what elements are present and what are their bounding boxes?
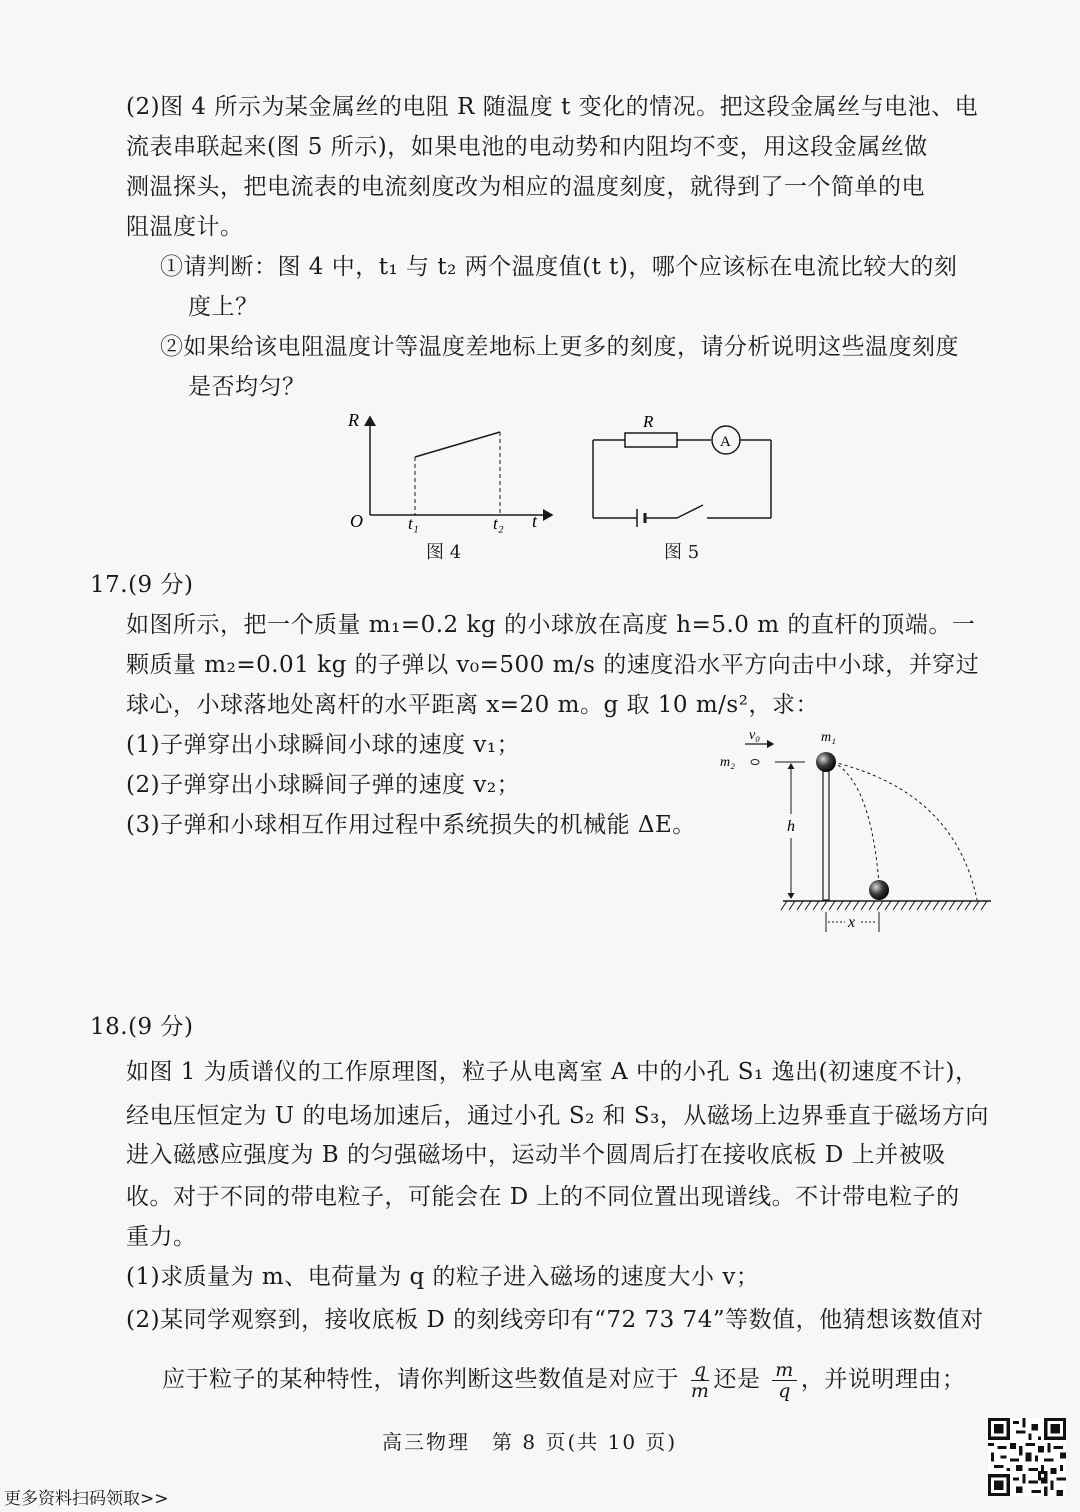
figure-5-circuit <box>585 405 785 530</box>
q16-line: 阻温度计。 <box>126 214 244 240</box>
q16-line: ②如果给该电阻温度计等温度差地标上更多的刻度，请分析说明这些温度刻度 <box>160 334 959 360</box>
qr-code-icon[interactable] <box>988 1418 1066 1496</box>
frac2-num: m <box>772 1360 797 1381</box>
q17-line: (3)子弹和小球相互作用过程中系统损失的机械能 ΔE。 <box>126 812 696 838</box>
q18-last-line <box>162 1360 965 1401</box>
q16-line: 流表串联起来(图 5 所示)，如果电池的电动势和内阻均不变，用这段金属丝做 <box>126 134 928 160</box>
frac1-num: q <box>691 1360 710 1381</box>
q16-line: 测温探头，把电流表的电流刻度改为相应的温度刻度，就得到了一个简单的电 <box>126 174 925 200</box>
q18-last-pre: 应于粒子的某种特性，请你判断这些数值是对应于 <box>162 1366 679 1393</box>
fig4-y-label: R <box>348 410 359 430</box>
q18-line: 收。对于不同的带电粒子，可能会在 D 上的不同位置出现谱线。不计带电粒子的 <box>126 1184 960 1210</box>
frac2-den: q <box>778 1380 791 1402</box>
fig5-caption: 图 5 <box>664 542 700 563</box>
figure-4-graph <box>330 405 560 535</box>
fig-x-label: x <box>848 914 856 931</box>
q16-line: 是否均匀？ <box>188 374 306 400</box>
q17-line: (2)子弹穿出小球瞬间子弹的速度 v₂； <box>126 772 521 798</box>
q18-line: 如图 1 为质谱仪的工作原理图，粒子从电离室 A 中的小孔 S₁ 逸出(初速度不计)， <box>126 1059 979 1085</box>
q17-line: 球心，小球落地处离杆的水平距离 x=20 m。g 取 10 m/s²，求： <box>126 692 819 718</box>
q16-line: 度上？ <box>188 294 259 320</box>
fig4-origin: O <box>350 511 363 531</box>
q17-line: 如图所示，把一个质量 m₁=0.2 kg 的小球放在高度 h=5.0 m 的直杆的顶端。一 <box>126 612 976 638</box>
q16-line: (2)图 4 所示为某金属丝的电阻 R 随温度 t 变化的情况。把这段金属丝与电池、电 <box>126 94 979 120</box>
q16-line: ①请判断：图 4 中，t₁ 与 t₂ 两个温度值(t t)，哪个应该标在电流比较大的刻 <box>160 254 958 280</box>
fig5-ammeter-label: A <box>720 434 731 450</box>
fig-h-label: h <box>787 818 795 835</box>
fig-m1-label: m₁ <box>821 730 836 745</box>
q18-last-post: ，并说明理由； <box>800 1366 966 1393</box>
q18-line: 重力。 <box>126 1224 197 1250</box>
fraction-q-over-m <box>691 1360 710 1401</box>
q18-header: 18.(9 分) <box>90 1014 194 1040</box>
q17-line: (1)子弹穿出小球瞬间小球的速度 v₁； <box>126 732 521 758</box>
q18-line: (2)某同学观察到，接收底板 D 的刻线旁印有“72 73 74”等数值，他猜想该数值对 <box>126 1307 984 1333</box>
fraction-m-over-q <box>772 1360 797 1401</box>
fig-m2-label: m₂ <box>720 755 735 770</box>
fig4-x-label: t <box>532 511 538 531</box>
fig4-t2: t₂ <box>493 514 504 533</box>
q18-last-mid: 还是 <box>713 1366 761 1393</box>
q18-line: 进入磁感应强度为 B 的匀强磁场中，运动半个圆周后打在接收底板 D 上并被吸 <box>126 1142 946 1168</box>
q17-figure <box>715 722 1000 937</box>
q18-line: 经电压恒定为 U 的电场加速后，通过小孔 S₂ 和 S₃，从磁场上边界垂直于磁场方向 <box>126 1103 989 1129</box>
fig4-caption: 图 4 <box>426 542 462 563</box>
q18-line: (1)求质量为 m、电荷量为 q 的粒子进入磁场的速度大小 v； <box>126 1264 760 1290</box>
fig-v0-label: v₀ <box>749 728 761 743</box>
fig5-resistor-label: R <box>643 412 654 431</box>
fig4-t1: t₁ <box>408 514 419 533</box>
q17-line: 颗质量 m₂=0.01 kg 的子弹以 v₀=500 m/s 的速度沿水平方向击中小球，并穿过 <box>126 652 980 678</box>
q17-header: 17.(9 分) <box>90 572 194 598</box>
page-footer: 高三物理 第 8 页(共 10 页) <box>382 1430 678 1454</box>
more-materials-link[interactable]: 更多资料扫码领取>> <box>4 1489 169 1509</box>
frac1-den: m <box>690 1380 710 1402</box>
